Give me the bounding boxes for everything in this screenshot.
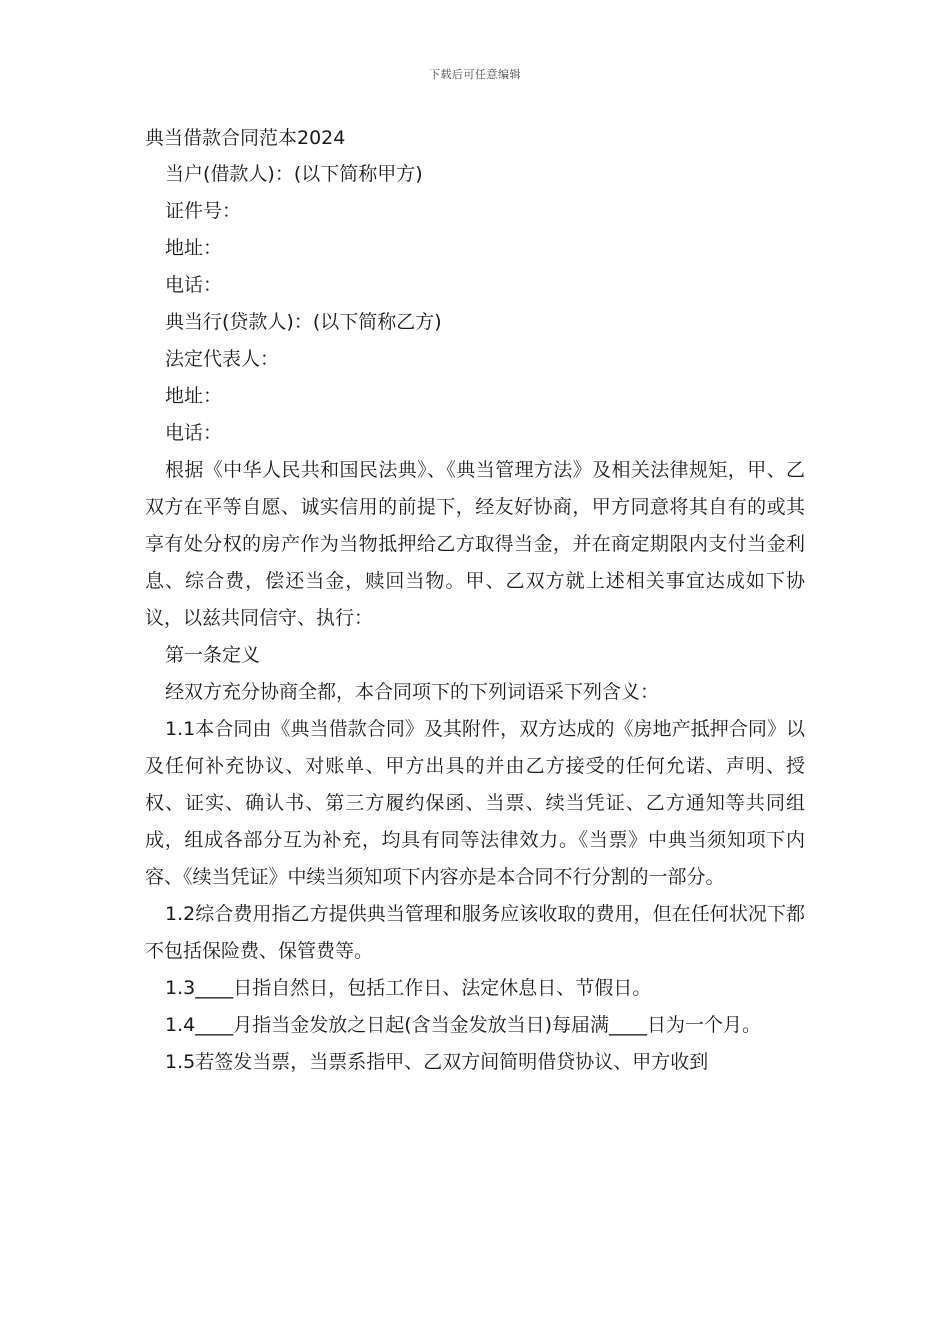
- header-note: 下载后可任意编辑: [429, 68, 521, 81]
- clause-1-4: 1.4____月指当金发放之日起(含当金发放当日)每届满____日为一个月。: [165, 1014, 762, 1036]
- clause-1-3: 1.3____日指自然日，包括工作日、法定休息日、节假日。: [165, 977, 652, 999]
- clause-1-2: 1.2综合费用指乙方提供典当管理和服务应该收取的费用，但在任何状况下都不包括保险费、保管费等。: [145, 903, 805, 962]
- article-1-heading: 第一条定义: [165, 644, 261, 666]
- field-legal-representative: 法定代表人：: [165, 348, 280, 370]
- article-1-intro: 经双方充分协商全都，本合同项下的下列词语采下列含义：: [165, 681, 660, 703]
- field-pawnshop-address: 地址：: [165, 385, 223, 407]
- field-pawnshop: 典当行(贷款人)：(以下简称乙方): [165, 311, 442, 333]
- field-pawner-address: 地址：: [165, 237, 223, 259]
- preamble-paragraph: 根据《中华人民共和国民法典》、《典当管理方法》及相关法律规矩，甲、乙双方在平等自愿、诚实信用的前提下，经友好协商，甲方同意将其自有的或其享有处分权的房产作为当物抵押给乙方取得当金，并在商定期限内支付当金利息、综合费，偿还当金，赎回当物。甲、乙双方就上述相关事宜达成如下协议，以兹共同信守、执行：: [145, 459, 805, 629]
- field-pawner: 当户(借款人)：(以下简称甲方): [165, 163, 423, 185]
- document-title: 典当借款合同范本2024: [145, 127, 346, 149]
- document-body: [145, 156, 805, 1081]
- field-id-number: 证件号：: [165, 200, 242, 222]
- clause-1-5: 1.5若签发当票，当票系指甲、乙双方间简明借贷协议、甲方收到: [165, 1051, 709, 1073]
- clause-1-1: 1.1本合同由《典当借款合同》及其附件，双方达成的《房地产抵押合同》以及任何补充协议、对账单、甲方出具的并由乙方接受的任何允诺、声明、授权、证实、确认书、第三方履约保函、当票、续当凭证、乙方通知等共同组成，组成各部分互为补充，均具有同等法律效力。《当票》中典当须知项下内容、《续当凭证》中续当须知项下内容亦是本合同不行分割的一部分。: [145, 718, 805, 888]
- field-pawner-phone: 电话：: [165, 274, 223, 296]
- field-pawnshop-phone: 电话：: [165, 422, 223, 444]
